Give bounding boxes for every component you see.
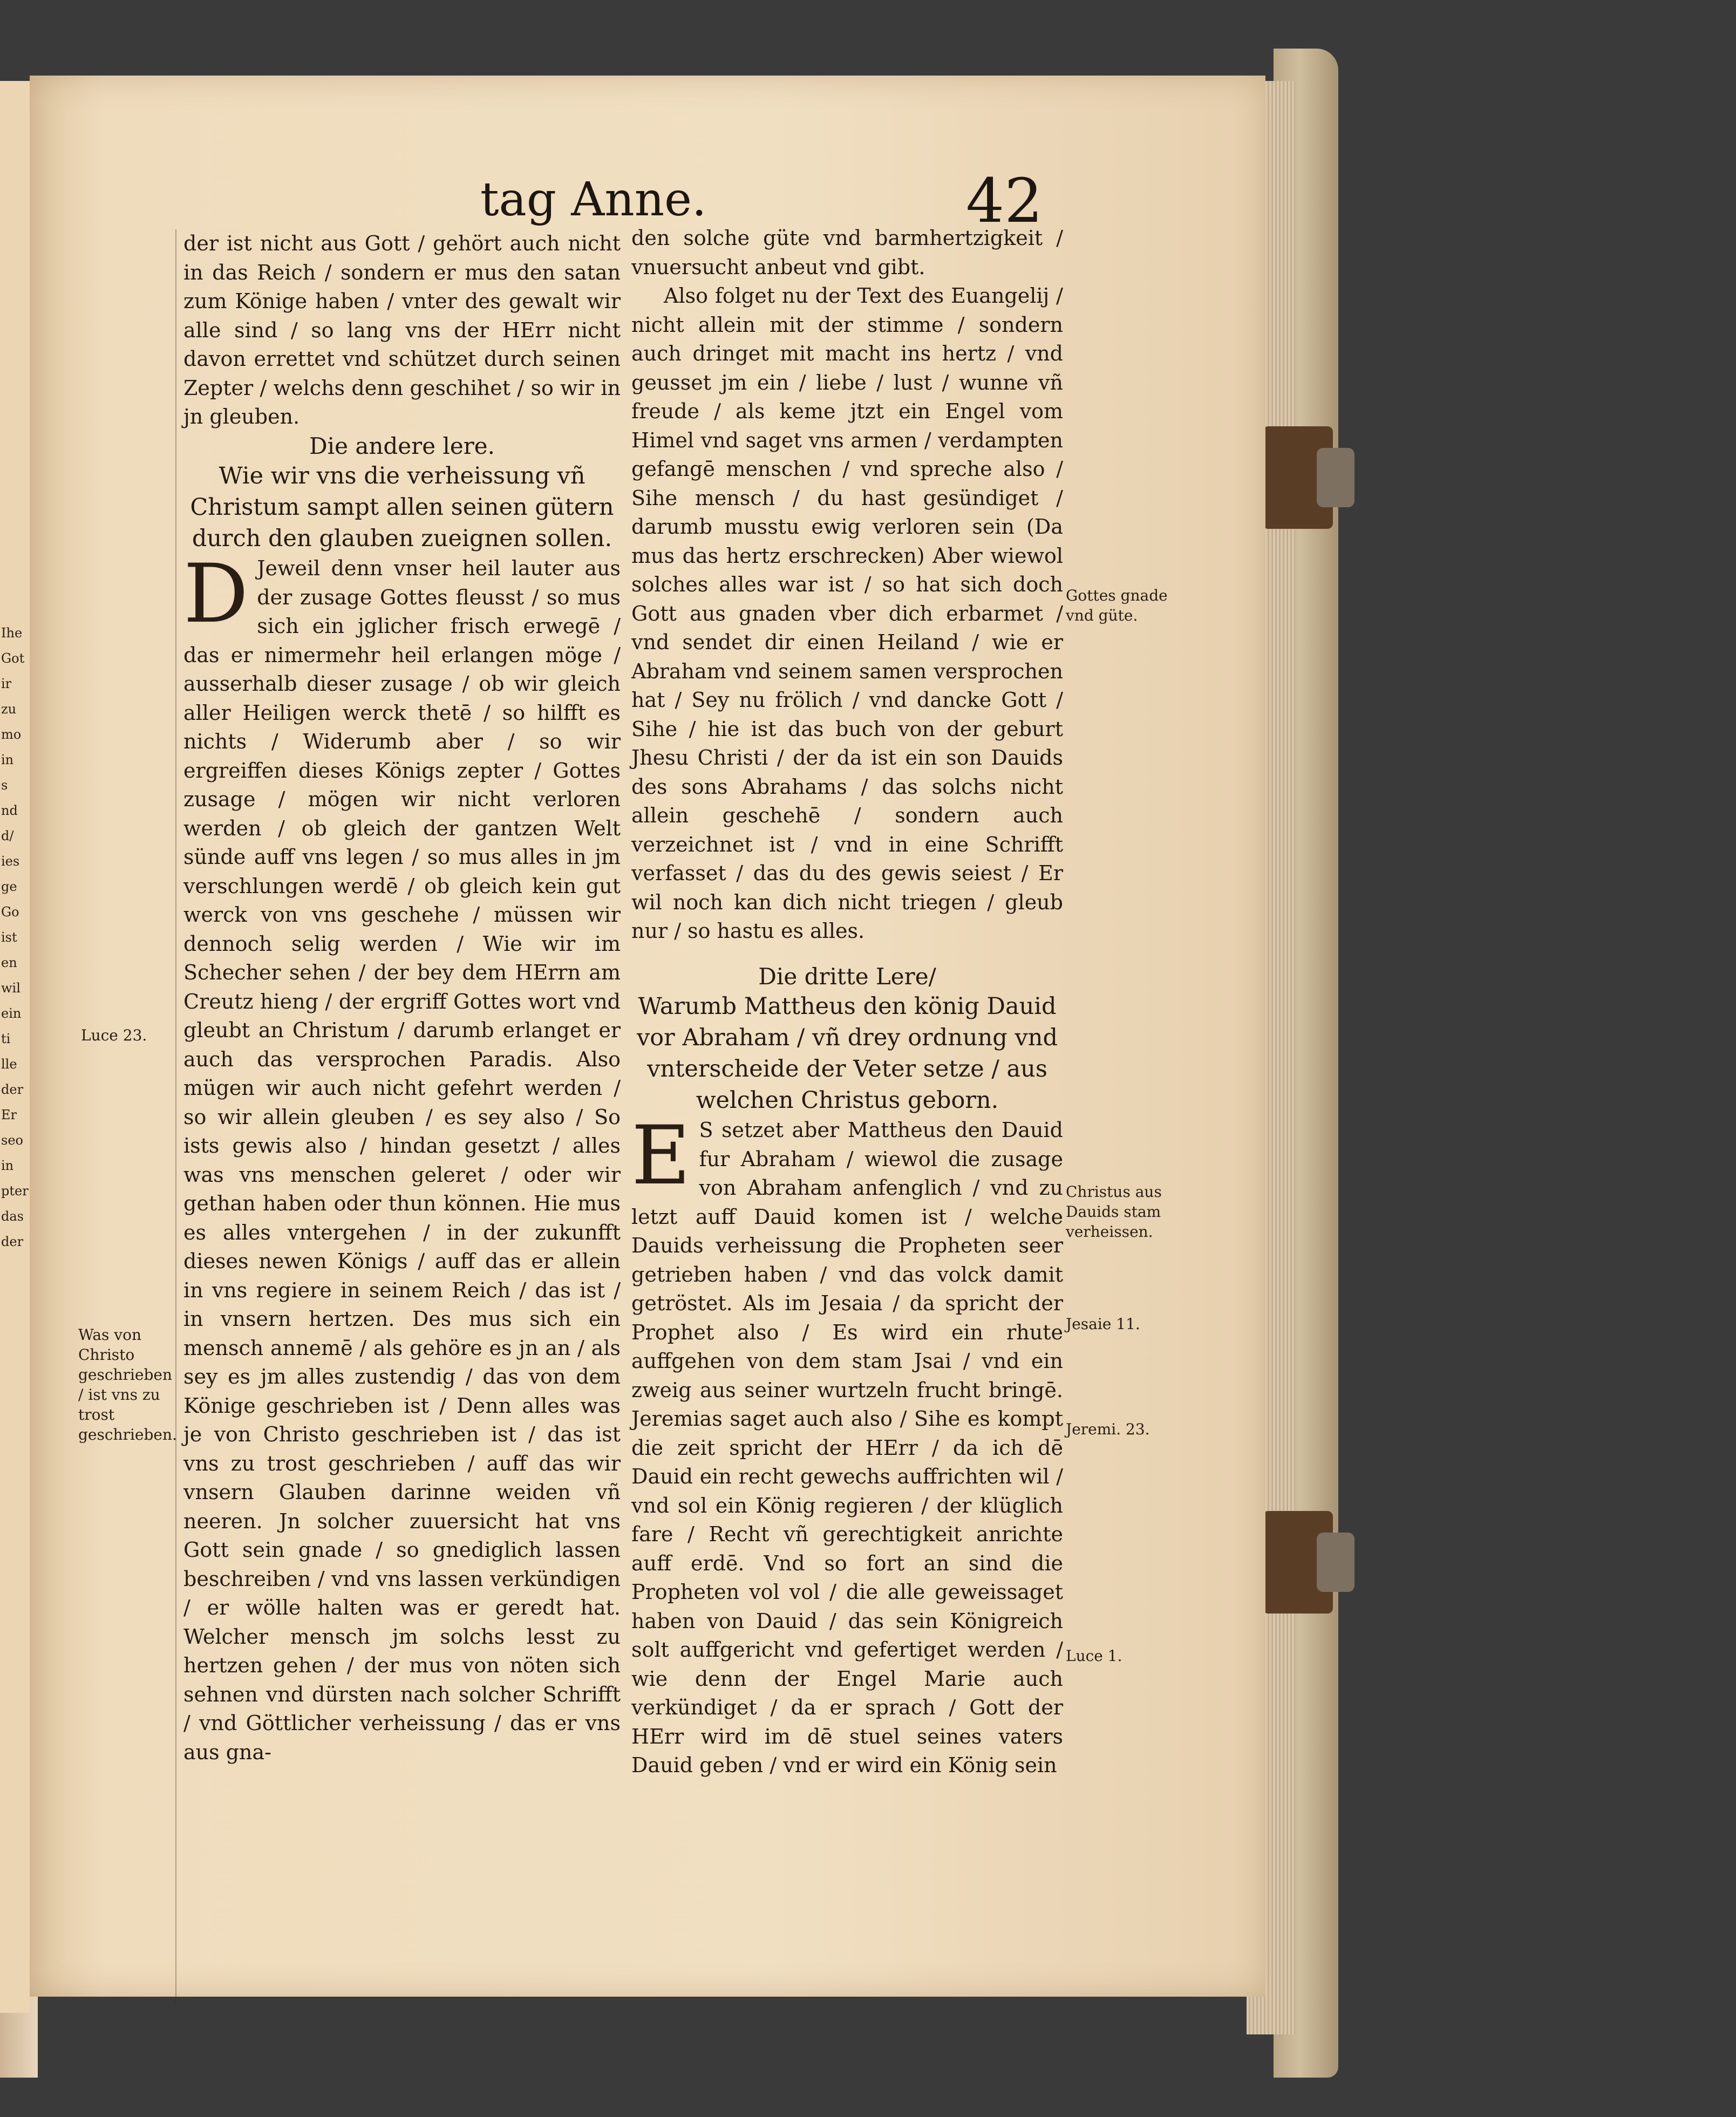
facing-page-word: der: [1, 1082, 24, 1097]
section-subheading: Warumb Mattheus den könig Dauid vor Abraham / vñ drey ordnung vnd vnterscheide der Veter setze / aus welchen Christus geborn.: [636, 993, 1058, 1114]
facing-page-word: nd: [1, 803, 18, 818]
facing-page-word: ir: [1, 676, 12, 691]
margin-note-gottes-gnade: Gottes gnade vnd güte.: [1066, 587, 1168, 624]
facing-page-word: zu: [1, 702, 17, 717]
facing-page-word: en: [1, 955, 17, 970]
facing-page-fragment: [0, 81, 30, 2013]
facing-page-word: der: [1, 1234, 24, 1249]
section-heading: Die dritte Lere/: [758, 963, 936, 990]
facing-page-word: wil: [1, 981, 21, 996]
facing-page-word: ies: [1, 854, 20, 869]
margin-note-jesaie: Jesaie 11.: [1066, 1315, 1140, 1333]
body-paragraph: [631, 1109, 1063, 1780]
facing-page-word: ist: [1, 930, 17, 945]
section-heading: Die andere lere.: [309, 432, 495, 459]
right-text-column: [631, 224, 1063, 1780]
margin-note-christus: Christus aus Dauids stam verheissen.: [1066, 1183, 1162, 1241]
facing-page-word: seo: [1, 1133, 23, 1148]
facing-page-word: das: [1, 1209, 24, 1224]
margin-note-was-von-christo: Was von Christo geschrieben / ist vns zu trost geschrieben.: [78, 1326, 177, 1444]
lower-clasp: [1263, 1511, 1333, 1614]
margin-rule: [175, 229, 176, 2005]
body-paragraph: [183, 547, 621, 1767]
margin-note-jeremi: Jeremi. 23.: [1066, 1420, 1150, 1438]
body-text: S setzet aber Mattheus den Dauid fur Abraham / wiewol die zusage von Abraham anfenglich / vnd zu letzt auff Dauid komen ist / welche Dauids verheissung die Propheten seer getrieben haben / vnd das volck damit getröstet. Als im Jesaia / da spricht der Prophet also / Es wird ein rhute auffgehen von dem stam Jsai / vnd ein zweig aus seiner wurtzeln frucht bringē. Jeremias saget auch also / Sihe es kompt die zeit spricht der HErr / da ich dē Dauid ein recht gewechs auffrichten wil / vnd sol ein König regieren / der klüglich fare / Recht vñ gerechtigkeit anrichte auff erdē. Vnd so fort an sind die Propheten vol vol / die alle geweissaget haben von Dauid / das sein Königreich solt auffgericht vnd gefertiget werden / wie denn der Engel Marie auch verkündiget / da er sprach / Gott der HErr wird im dē stuel seines vaters Dauid geben / vnd er wird ein König sein: [631, 1118, 1063, 1777]
margin-note-luce-23: Luce 23.: [81, 1026, 147, 1044]
paragraph-continuation: der ist nicht aus Gott / gehört auch nicht in das Reich / sondern er mus den satan zum Könige haben / vnter des gewalt wir alle sind / so lang vns der HErr nicht davon errettet vnd schützet durch seinen Zepter / welchs denn geschihet / so wir in jn gleuben.: [183, 232, 621, 428]
paragraph-continuation: den solche güte vnd barmhertzigkeit / vnuersucht anbeut vnd gibt.: [631, 226, 1063, 279]
running-title: tag Anne.: [480, 173, 707, 227]
facing-page-word: ge: [1, 879, 17, 894]
facing-page-word: Go: [1, 904, 19, 920]
facing-page-word: ti: [1, 1031, 11, 1046]
facing-page-word: Er: [1, 1107, 17, 1122]
facing-page-word: mo: [1, 727, 22, 742]
facing-page-word: s: [1, 778, 8, 793]
upper-clasp: [1263, 426, 1333, 529]
section-subheading: Wie wir vns die verheissung vñ Christum sampt allen seinen gütern durch den glauben zueignen sollen.: [190, 462, 614, 552]
facing-page-word: Got: [1, 651, 25, 666]
body-paragraph: Also folget nu der Text des Euangelij / nicht allein mit der stimme / sondern auch dringet mit macht ins hertz / vnd geusset jm ein / liebe / lust / wunne vñ freude / als keme jtzt ein Engel vom Himel vnd saget vns armen / verdampten gefangē menschen / vnd spreche also / Sihe mensch / du hast gesündiget / darumb musstu ewig verloren sein (Da mus das hertz erschrecken) Aber wiewol solches alles war ist / so hat sich doch Gott aus gnaden vber dich erbarmet / vnd sendet dir einen Heiland / wie er Abraham vnd seinem samen versprochen hat / Sey nu frölich / vnd dancke Gott / Sihe / hie ist das buch von der geburt Jhesu Christi / der da ist ein son Dauids des sons Abrahams / das solchs nicht allein geschehē / sondern auch verzeichnet ist / vnd in eine Schrifft verfasset / das du des gewis seiest / Er wil noch kan dich nicht triegen / gleub nur / so hastu es alles.: [631, 284, 1063, 943]
facing-page-word: Ihe: [1, 625, 23, 641]
facing-page-word: ein: [1, 1006, 22, 1021]
body-text: Jeweil denn vnser heil lauter aus der zusage Gottes fleusst / so mus sich ein jglicher frisch erwegē / das er nimermehr heil erlangen möge / ausserhalb dieser zusage / ob wir gleich aller Heiligen werck thetē / so hilfft es nichts / Widerumb aber / so wir ergreiffen dieses Königs zepter / Gottes zusage / mögen wir nicht verloren werden / ob gleich der gantzen Welt sünde auff vns legen / so mus alles in jm verschlungen werdē / ob gleich kein gut werck von vns geschehe / müssen wir dennoch selig werden / Wie wir im Schecher sehen / der bey dem HErrn am Creutz hieng / der ergriff Gottes wort vnd gleubt an Christum / darumb erlanget er auch das versprochen Paradis. Also mügen wir auch nicht gefehrt werden / so wir allein gleuben / es sey also / So ists gewis also / hindan gesetzt / alles was vns menschen geleret / oder wir gethan haben oder thun können. Hie mus es alles vntergehen / in der zukunfft dieses newen Königs / auff das er allein in vns regiere in seinem Reich / das ist / in vnsern hertzen. Des mus sich ein mensch annemē / als gehöre es jn an / als sey es jm alles zustendig / das von dem Könige geschrieben ist / Denn alles was je von Christo geschrieben ist / das ist vns zu trost geschrieben / auff das wir vnsern Glauben darinne weiden vñ neeren. Jn solcher zuuersicht hat vns Gott sein gnade / so gnediglich lassen beschreiben / vnd vns lassen verkündigen / er wölle halten was er geredt hat. Welcher mensch jm solchs lesst zu hertzen gehen / der mus von nöten sich sehnen vnd dürsten nach solcher Schrifft / vnd Göttlicher verheissung / das er vns aus gna-: [183, 556, 621, 1764]
folio-number: 42: [966, 166, 1043, 236]
facing-page-word: d/: [1, 828, 14, 843]
facing-page-word: in: [1, 1158, 14, 1173]
initial-letter: D: [183, 547, 249, 641]
left-text-column: [183, 229, 621, 1767]
facing-page-word: pter: [1, 1183, 29, 1199]
facing-page-word: lle: [1, 1057, 17, 1072]
facing-page-word: in: [1, 752, 14, 767]
margin-note-luce-1: Luce 1.: [1066, 1647, 1122, 1665]
initial-letter: E: [631, 1109, 691, 1203]
